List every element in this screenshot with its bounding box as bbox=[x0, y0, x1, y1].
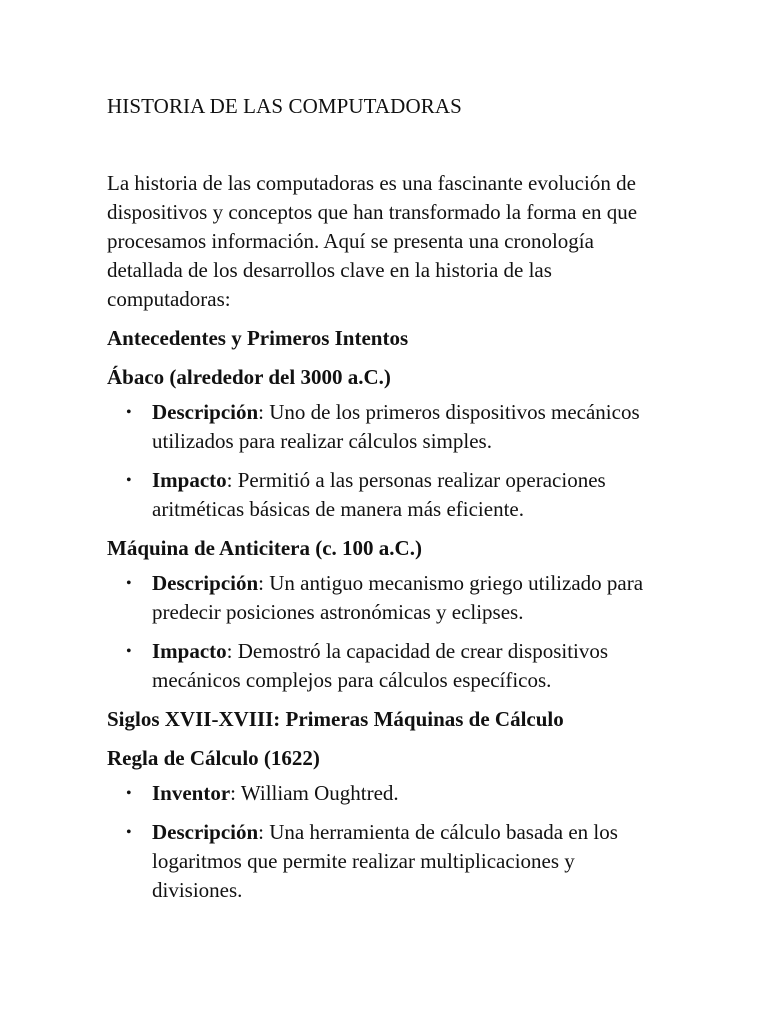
list-item bbox=[107, 818, 667, 905]
section-heading-antecedentes: Antecedentes y Primeros Intentos bbox=[107, 326, 409, 350]
document-content bbox=[107, 324, 667, 915]
list-item bbox=[107, 569, 667, 627]
list-item bbox=[107, 637, 667, 695]
item-text: : William Oughtred. bbox=[230, 781, 399, 805]
list-item bbox=[107, 398, 667, 456]
subsection-heading-anticitera: Máquina de Anticitera (c. 100 a.C.) bbox=[107, 536, 422, 560]
item-text: : Una herramienta de cálculo basada en los logaritmos que permite realizar multiplicaciones y divisiones. bbox=[152, 820, 618, 902]
subsection-heading-regla: Regla de Cálculo (1622) bbox=[107, 746, 320, 770]
item-label: Descripción bbox=[152, 820, 259, 844]
item-label: Descripción bbox=[152, 400, 259, 424]
subsection-heading-abaco: Ábaco (alrededor del 3000 a.C.) bbox=[107, 365, 391, 389]
list-item bbox=[107, 779, 667, 808]
document-title: HISTORIA DE LAS COMPUTADORAS bbox=[107, 94, 462, 118]
abaco-list bbox=[107, 398, 667, 524]
regla-list bbox=[107, 779, 667, 905]
list-item bbox=[107, 466, 667, 524]
anticitera-list bbox=[107, 569, 667, 695]
item-text: : Permitió a las personas realizar operaciones aritméticas básicas de manera más eficiente. bbox=[152, 468, 606, 521]
item-text: : Uno de los primeros dispositivos mecánicos utilizados para realizar cálculos simples. bbox=[152, 400, 640, 453]
section-heading-siglos: Siglos XVII-XVIII: Primeras Máquinas de Cálculo bbox=[107, 707, 564, 731]
item-label: Impacto bbox=[152, 639, 227, 663]
item-label: Inventor bbox=[152, 781, 231, 805]
item-label: Descripción bbox=[152, 571, 259, 595]
item-text: : Demostró la capacidad de crear dispositivos mecánicos complejos para cálculos específicos. bbox=[152, 639, 609, 692]
item-label: Impacto bbox=[152, 468, 227, 492]
intro-paragraph: La historia de las computadoras es una fascinante evolución de dispositivos y conceptos que han transformado la forma en que procesamos información. Aquí se presenta una cronología detallada de los desarrollos clave en la historia de las computadoras: bbox=[107, 171, 638, 311]
item-text: : Un antiguo mecanismo griego utilizado para predecir posiciones astronómicas y eclipses. bbox=[152, 571, 644, 624]
